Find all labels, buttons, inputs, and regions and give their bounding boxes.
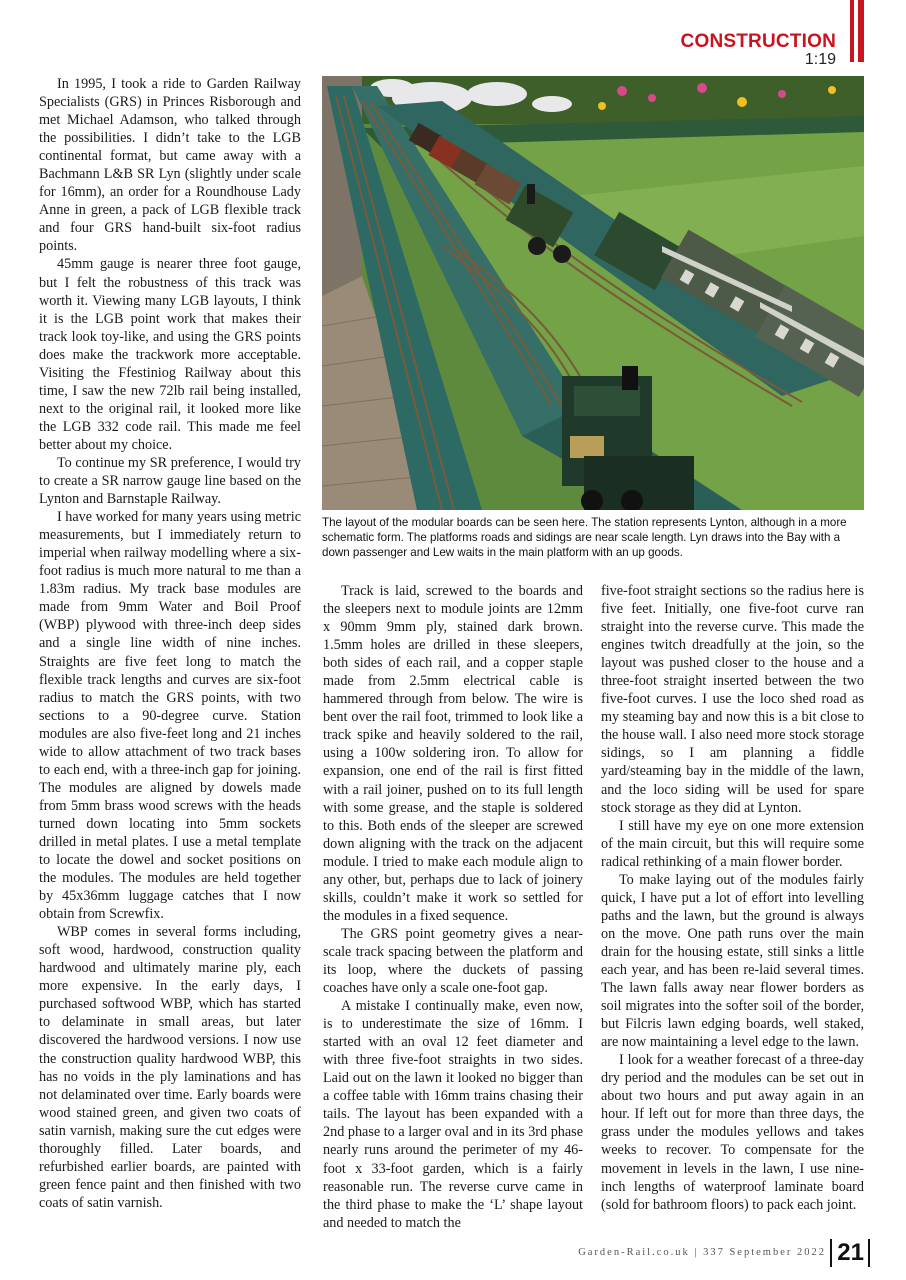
paragraph: A mistake I continually make, even now, is to underestimate the size of 16mm. I started with an oval 12 feet diameter and with three five-foot straights in two sides. Laid out on the lawn it looked no bigger than a coffee table with 16mm trains chasing their tails. The layout has been expanded with a 2nd phase to a larger oval and in its 3rd phase nearly runs around the perimeter of my 46-foot x 33-foot garden, which is a fairly reasonable run. The reverse curve came in the third phase to make the ‘L’ shape layout and needed to match the	[323, 998, 583, 1231]
page-footer	[540, 1239, 870, 1267]
accent-bar-thin	[850, 0, 854, 62]
paragraph: I look for a weather forecast of a three-day dry period and the modules can be set out in about two hours and put away again in an hour. If left out for more than three days, the grass under the modules yellows and takes weeks to recover. To compensate for the movement in levels in the lawn, I use nine-inch lengths of waterproof laminate board (sold for bathroom floors) to pack each joint.	[601, 1052, 864, 1213]
accent-bar-thick	[858, 0, 864, 62]
scale-label: 1:19	[804, 51, 836, 68]
text-column-1	[39, 75, 301, 1212]
paragraph: WBP comes in several forms including, soft wood, hardwood, construction quality hardwood and ultimately marine ply, each more expensive. In the early days, I purchased softwood WBP, which has started to delaminate in small areas, but later discovered the hardwood versions. I now use the construction quality hardwood WBP, this has no voids in the ply laminations and has not delaminated over time. Early boards were wood stained green, and given two coats of satin varnish, making sure the cut edges were thoroughly filled. Later boards, and refurbished earlier boards, are painted with green fence paint and then finished with two coats of satin varnish.	[39, 924, 301, 1211]
paragraph: I still have my eye on one more extension of the main circuit, but this will require some radical rethinking of a main flower border.	[601, 817, 864, 870]
photo-caption: The layout of the modular boards can be seen here. The station represents Lynton, although in a more schematic form. The platforms roads and sidings are near scale length. Lyn draws into the Bay with a down passenger and Lew waits in the main platform with an up goods.	[322, 516, 847, 559]
paragraph: five-foot straight sections so the radius here is five feet. Initially, one five-foot curve ran straight into the reverse curve. This made the engines twitch dreadfully at the join, so the layout was pushed closer to the house and a three-foot straight inserted between the two five-foot curves. I use the loco shed road as my steaming bay and now this is a bit close to the house wall. I also need more stock storage sidings, so I am planning a fiddle yard/steaming bay in the middle of the lawn, and the loco siding will be used for spare stock storage as they did at Lynton.	[601, 583, 864, 816]
paragraph: 45mm gauge is nearer three foot gauge, but I felt the robustness of this track was worth it. Viewing many LGB layouts, I think it is the LGB point work that makes their track look toy-like, and using the GRS points does make the trackwork more acceptable. Visiting the Ffestiniog Railway about this time, I saw the new 72lb rail being installed, next to the original rail, it looked more like the LGB 332 code rail. This made me feel better about my choice.	[39, 256, 301, 453]
paragraph: Track is laid, screwed to the boards and the sleepers next to module joints are 12mm x 90mm 9mm ply, stained dark brown. 1.5mm holes are drilled in these sleepers, both sides of each rail, and a copper staple made from 2.5mm electrical cable is hammered through from below. The wire is bent over the rail foot, trimmed to look like a track spike and heavily soldered to the rail, using a 100w soldering iron. To allow for expansion, one end of the rail is first fitted with a rail joiner, pushed on to its full length with some grease, and the staple is soldered to this. Both ends of the sleeper are screwed down aligning with the track on the adjacent module. I tried to make each module align to any other, but, perhaps due to lack of joinery skills, couldn’t make it work so settled for the modules in a fixed sequence.	[323, 583, 583, 924]
text-column-2	[323, 582, 583, 1232]
paragraph: To continue my SR preference, I would try to create a SR narrow gauge line based on the Lynton and Barnstaple Railway.	[39, 454, 301, 508]
garden-railway-photo-illustration	[322, 76, 864, 510]
text-column-3	[601, 582, 864, 1214]
section-header	[681, 32, 836, 68]
paragraph: I have worked for many years using metric measurements, but I immediately return to imperial when railway modelling where a six-foot radius is much more natural to me than a 1.83m radius. My track base modules are made from 9mm Water and Boil Proof (WBP) plywood with three-inch deep sides and a single line width of nine inches. Straights are five feet long to match the flexible track lengths and curves are six-foot radius to match the GRS points, with two sections to a 90-degree curve. Station modules are also five-feet long and 21 inches wide to allow attachment of two track bases to each end, with a three-inch gap for joining. The modules are aligned by dowels made from 5mm brass wood screws with the heads turned down locating into 5mm sockets drilled in metal plates. I use a metal template to locate the dowel and socket positions on the modules. The modules are held together by 45x36mm luggage catches that I now obtain from Screwfix.	[39, 509, 301, 923]
layout-photo	[322, 76, 864, 510]
paragraph: To make laying out of the modules fairly quick, I have put a lot of effort into levelling paths and the lawn, but the ground is always on the move. One path runs over the main drain for the housing estate, still sinks a little each year, and has been re-laid several times. The lawn falls away near flower borders as soil migrates into the softer soil of the border, but Filcris lawn edging boards, well staked, are now maintaining a level edge to the lawn.	[601, 871, 864, 1051]
footer-divider-left	[830, 1239, 832, 1267]
paragraph: In 1995, I took a ride to Garden Railway Specialists (GRS) in Princes Risborough and met Michael Adamson, who talked through the possibilities. I didn’t take to the LGB continental format, but came away with a Bachmann L&B SR Lyn (slightly under scale for 16mm), an order for a Roundhouse Lady Anne in green, a pack of LGB flexible track and four GRS hand-built six-foot radius points.	[39, 76, 301, 255]
footer-divider-right	[868, 1239, 870, 1267]
footer-publication-info: Garden-Rail.co.uk | 337 September 2022	[578, 1247, 826, 1258]
section-title: CONSTRUCTION	[680, 31, 836, 52]
paragraph: The GRS point geometry gives a near-scale track spacing between the platform and its loop, where the duckets of passing coaches have only a scale one-foot gap.	[323, 925, 583, 997]
page-number: 21	[837, 1239, 864, 1266]
header-accent-bars	[850, 0, 864, 62]
